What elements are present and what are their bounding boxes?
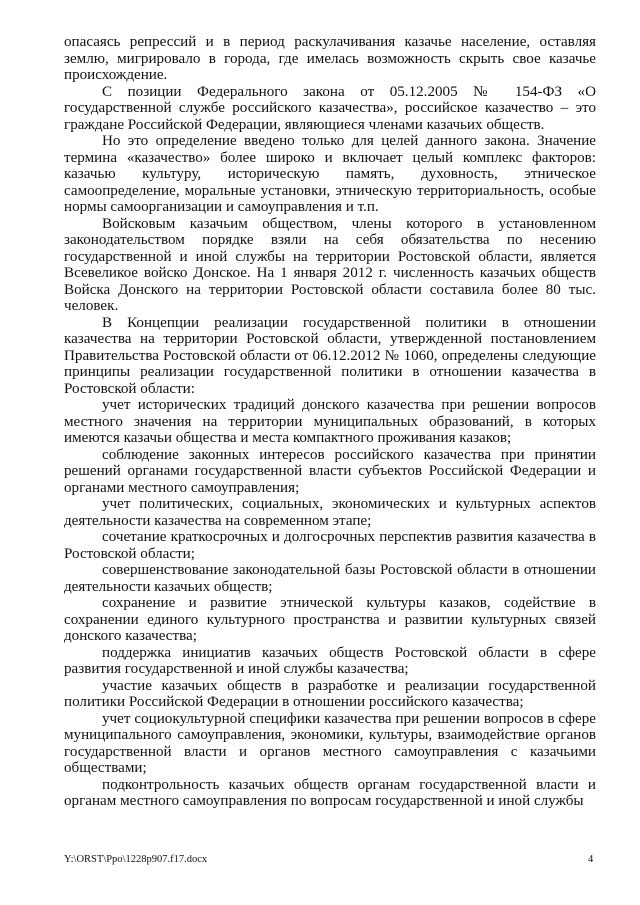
principle-item: участие казачьих обществ в разработке и реализации государственной политики Российской Федерации в отношении российского казачества; [64, 677, 596, 710]
principle-item: сохранение и развитие этнической культуры казаков, содействие в сохранении единого культурного пространства и развитии культурных связей донского казачества; [64, 595, 596, 644]
principle-item: соблюдение законных интересов российского казачества при принятии решений органами государственной власти субъектов Российской Федерации и органами местного самоуправления; [64, 446, 596, 496]
paragraph-don-host: Войсковым казачьим обществом, члены которого в установленном законодательством порядке взяли на себя обязательства по несению государственной и иной службы на территории Ростовской области, является Всевеликое войско Донское. На 1 января 2012 г. численность казачьих обществ Войска Донского на территории Ростовской области составила более 80 тыс. человек. [64, 215, 596, 314]
principle-item: сочетание краткосрочных и долгосрочных перспектив развития казачества в Ростовской области; [64, 529, 596, 562]
paragraph-federal-law: С позиции Федерального закона от 05.12.2005 № 154-ФЗ «О государственной службе российского казачества», российское казачество – это граждане Российской Федерации, являющиеся членами казачьих обществ. [64, 83, 596, 133]
document-body [64, 34, 596, 810]
principle-item: совершенствование законодательной базы Ростовской области в отношении деятельности казачьих обществ; [64, 562, 596, 595]
principle-item: учет социокультурной специфики казачества при решении вопросов в сфере муниципального самоуправления, экономики, культуры, взаимодействие органов государственной власти и органов местного самоуправления с казачьими обществами; [64, 710, 596, 776]
paragraph-continuation: опасаясь репрессий и в период раскулачивания казачье население, оставляя землю, мигрировало в города, где имелась возможность скрыть свое казачье происхождение. [64, 34, 596, 83]
principle-item: учет исторических традиций донского казачества при решении вопросов местного значения на территории муниципальных образований, в которых имеются казачьи общества и места компактного проживания казаков; [64, 397, 596, 446]
principle-item: поддержка инициатив казачьих обществ Ростовской области в сфере развития государственной и иной службы казачества; [64, 644, 596, 677]
principle-item: учет политических, социальных, экономических и культурных аспектов деятельности казачества на современном этапе; [64, 496, 596, 529]
paragraph-definition: Но это определение введено только для целей данного закона. Значение термина «казачество» более широко и включает целый комплекс факторов: казачью культуру, историческую память, духовность, этническое самоопределение, моральные установки, этническую территориальность, особые нормы самоорганизации и самоуправления и т.п. [64, 133, 596, 215]
footer-file-path: Y:\ORST\Ppo\1228p907.f17.docx [64, 854, 208, 865]
footer-page-number: 4 [588, 854, 594, 865]
paragraph-concept: В Концепции реализации государственной политики в отношении казачества на территории Ростовской области, утвержденной постановлением Правительства Ростовской области от 06.12.2012 № 1060, определены следующие принципы реализации государственной политики в отношении казачества в Ростовской области: [64, 314, 596, 397]
principle-item: подконтрольность казачьих обществ органам государственной власти и органам местного самоуправления по вопросам государственной и иной службы [64, 776, 596, 809]
